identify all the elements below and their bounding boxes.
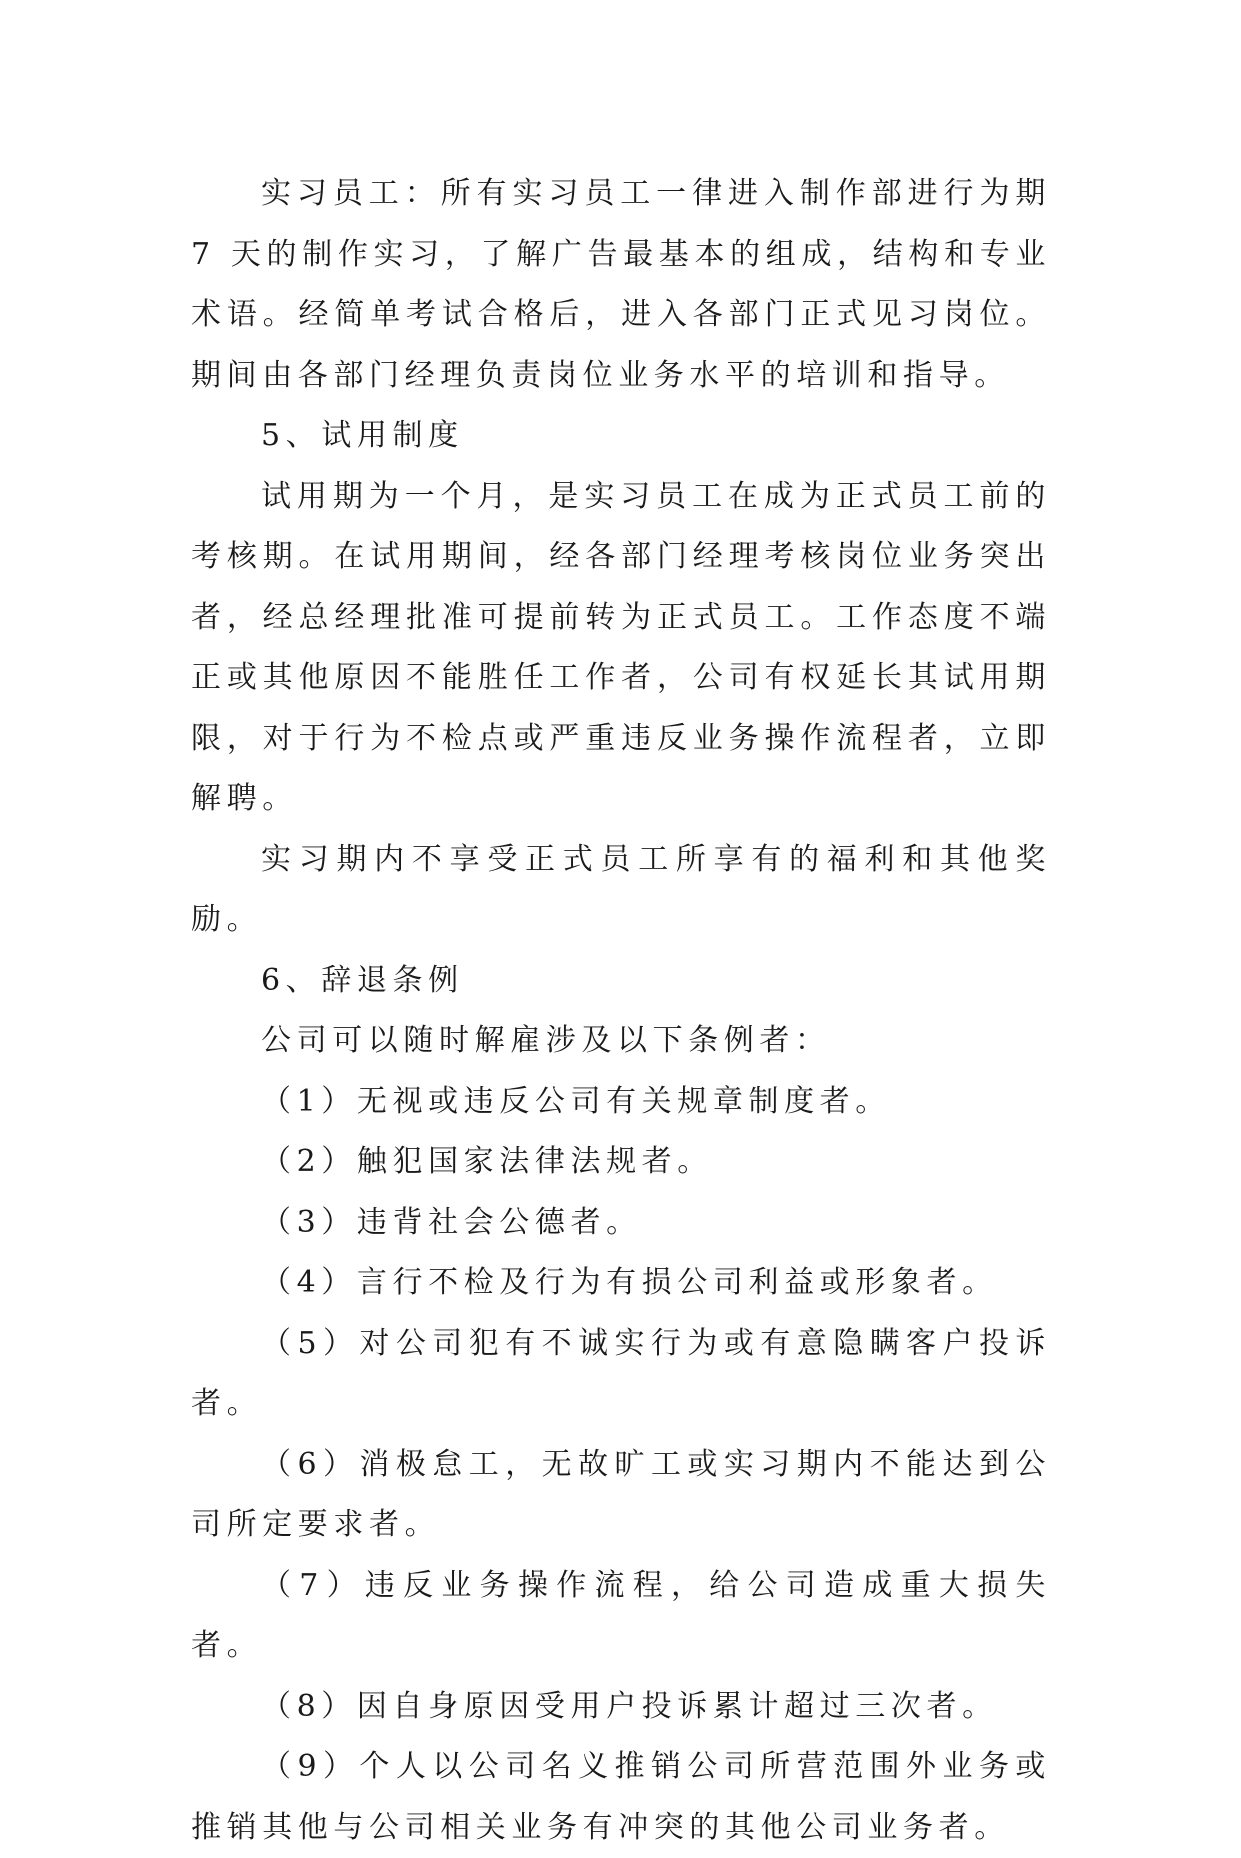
list-item-9: （9）个人以公司名义推销公司所营范围外业务或推销其他与公司相关业务有冲突的其他公司业务者。 — [191, 1749, 1051, 1845]
list-item-1: （1）无视或违反公司有关规章制度者。 — [261, 1083, 891, 1119]
paragraph-dismissal-intro: 公司可以随时解雇涉及以下条例者： — [261, 1023, 831, 1058]
paragraph-probation-period: 试用期为一个月，是实习员工在成为正式员工前的考核期。在试用期间，经各部门经理考核岗位业务突出者，经总经理批准可提前转为正式员工。工作态度不端正或其他原因不能胜任工作者，公司有权延长其试用期限，对于行为不检点或严重违反业务操作流程者，立即解聘。 — [191, 478, 1051, 816]
section-heading-dismissal: 6、辞退条例 — [261, 962, 464, 998]
list-item-4: （4）言行不检及行为有损公司利益或形象者。 — [261, 1265, 998, 1300]
list-item-5: （5）对公司犯有不诚实行为或有意隐瞒客户投诉者。 — [191, 1325, 1051, 1421]
paragraph-no-benefits: 实习期内不享受正式员工所享有的福利和其他奖励。 — [191, 841, 1051, 937]
paragraph-intern-staff: 实习员工：所有实习员工一律进入制作部进行为期 7 天的制作实习，了解广告最基本的组成，结构和专业术语。经简单考试合格后，进入各部门正式见习岗位。期间由各部门经理负责岗位业务水平的培训和指导。 — [191, 176, 1051, 393]
list-item-8: （8）因自身原因受用户投诉累计超过三次者。 — [261, 1688, 998, 1724]
list-item-2: （2）触犯国家法律法规者。 — [261, 1144, 713, 1179]
section-heading-probation: 5、试用制度 — [261, 418, 464, 453]
list-item-7: （7）违反业务操作流程，给公司造成重大损失者。 — [191, 1567, 1051, 1663]
list-item-6: （6）消极怠工，无故旷工或实习期内不能达到公司所定要求者。 — [191, 1446, 1051, 1542]
list-item-3: （3）违背社会公德者。 — [261, 1204, 642, 1240]
document-page — [191, 164, 1051, 1858]
